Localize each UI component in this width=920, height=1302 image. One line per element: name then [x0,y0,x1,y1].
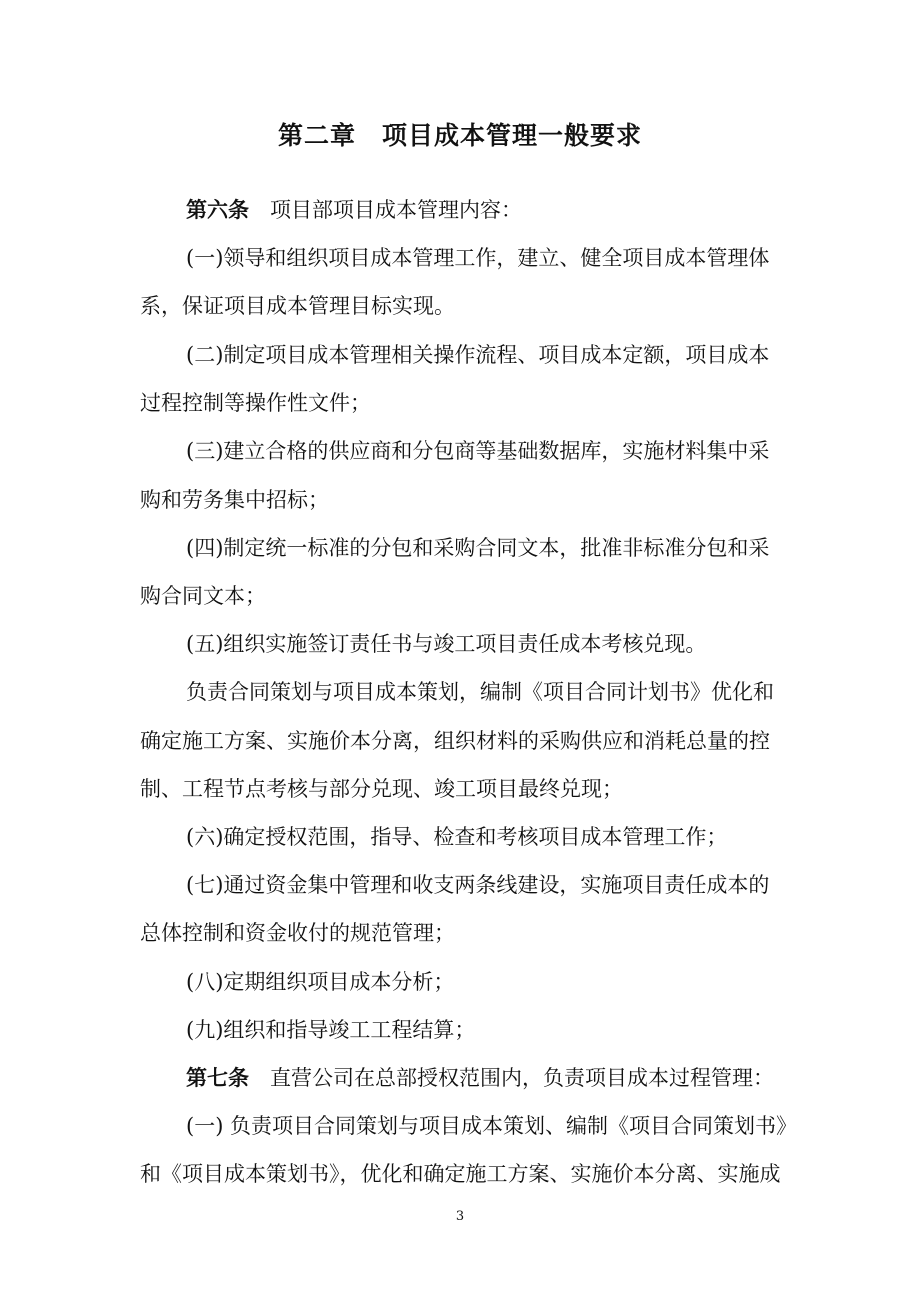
article-6-label: 第六条 [186,197,249,222]
article-6-line-13: (六)确定授权范围，指导、检查和考核项目成本管理工作； [186,825,728,849]
article-6-line-1: (一)领导和组织项目成本管理工作，建立、健全项目成本管理体 [186,246,770,270]
article-6-line-16: (八)定期组织项目成本分析； [186,970,455,994]
article-6-heading [186,195,840,225]
article-6-line-17: (九)组织和指导竣工工程结算； [186,1018,476,1042]
article-7-label: 第七条 [186,1065,249,1090]
article-6-line-8: 购合同文本； [140,584,266,608]
article-6-line-10: 负责合同策划与项目成本策划，编制《项目合同计划书》优化和 [186,680,774,704]
article-6-line-5: (三)建立合格的供应商和分包商等基础数据库，实施材料集中采 [186,439,770,463]
article-6-line-15: 总体控制和资金收付的规范管理； [140,921,455,945]
article-6-line-2: 系，保证项目成本管理目标实现。 [140,294,455,318]
article-6-line-6: 购和劳务集中招标； [140,488,329,512]
article-7-line-2: 和《项目成本策划书》，优化和确定施工方案、实施价本分离、实施成 [140,1162,781,1186]
article-7-line-1: (一) 负责项目合同策划与项目成本策划、编制《项目合同策划书》 [186,1114,798,1138]
article-6-line-7: (四)制定统一标准的分包和采购合同文本，批准非标准分包和采 [186,536,770,560]
page-number: 3 [455,1209,465,1224]
article-6-line-14: (七)通过资金集中管理和收支两条线建设，实施项目责任成本的 [186,873,770,897]
article-6-line-3: (二)制定项目成本管理相关操作流程、项目成本定额，项目成本 [186,343,770,367]
article-6-line-4: 过程控制等操作性文件； [140,391,371,415]
article-6-line-11: 确定施工方案、实施价本分离，组织材料的采购供应和消耗总量的控 [140,729,770,753]
article-6-line-12: 制、工程节点考核与部分兑现、竣工项目最终兑现； [140,777,623,801]
article-6-intro: 项目部项目成本管理内容： [249,198,522,222]
article-7-heading [186,1063,840,1093]
chapter-title: 第二章 项目成本管理一般要求 [277,121,642,150]
article-7-intro: 直营公司在总部授权范围内，负责项目成本过程管理： [249,1066,774,1090]
article-6-line-9: (五)组织实施签订责任书与竣工项目责任成本考核兑现。 [186,632,707,656]
